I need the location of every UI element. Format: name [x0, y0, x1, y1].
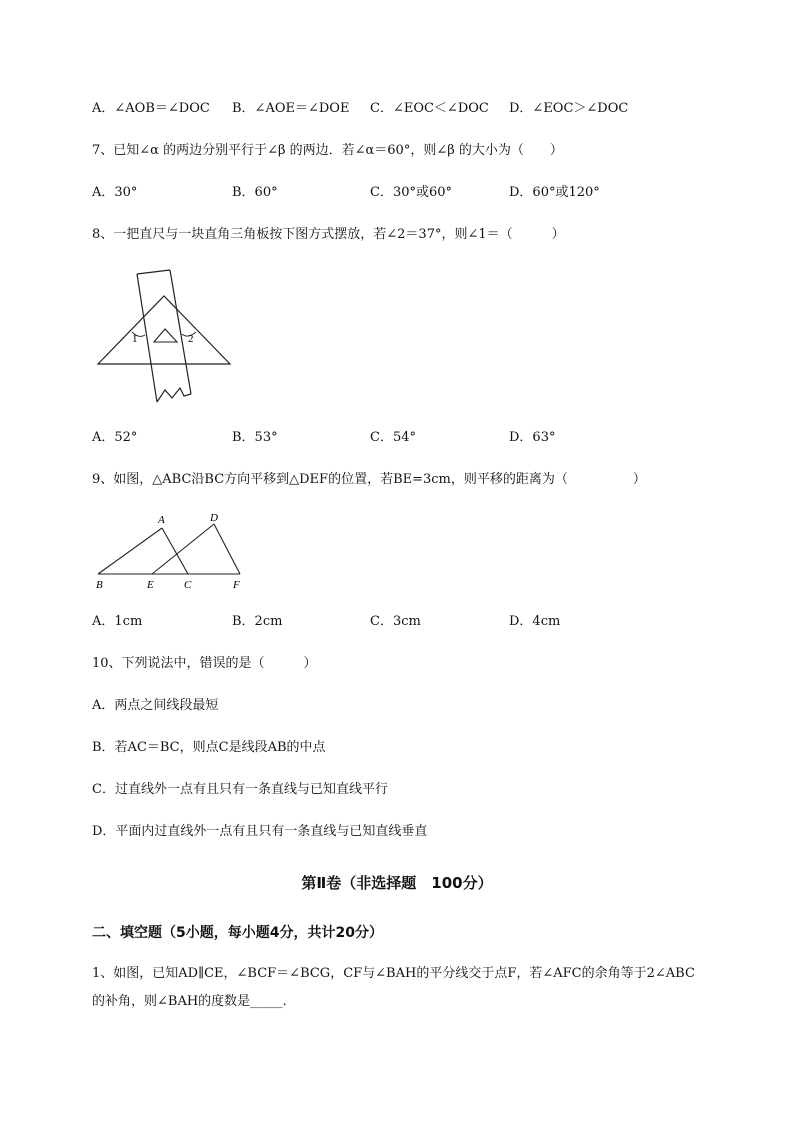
q7-option-a: A．30°: [92, 185, 138, 200]
q10-option-a: A．两点之间线段最短: [92, 698, 219, 713]
q6-option-c: C．∠EOC＜∠DOC: [370, 101, 489, 116]
q10-option-d: D．平面内过直线外一点有且只有一条直线与已知直线垂直: [92, 824, 428, 839]
q9-label-f: F: [233, 579, 240, 591]
q9-label-a: A: [158, 514, 165, 526]
q6-option-b: B．∠AOE＝∠DOE: [232, 101, 350, 116]
q9-stem: 9、如图，△ABC沿BC方向平移到△DEF的位置，若BE=3cm，则平移的距离为（ ）: [92, 472, 646, 487]
q9-side-de: [152, 524, 214, 574]
q10-option-b: B．若AC＝BC，则点C是线段AB的中点: [92, 740, 326, 755]
q8-label-angle1: 1: [132, 333, 138, 345]
q7-option-c: C．30°或60°: [370, 185, 453, 200]
q10-stem: 10、下列说法中，错误的是（ ）: [92, 656, 317, 671]
q9-side-df: [214, 524, 240, 574]
q8-ruler-top-edge: [137, 270, 170, 274]
q9-label-d: D: [210, 512, 218, 524]
q8-ruler-left-edge: [137, 274, 157, 402]
q10-option-c: C．过直线外一点有且只有一条直线与已知直线平行: [92, 782, 388, 797]
q6-option-d: D．∠EOC＞∠DOC: [509, 101, 629, 116]
q8-option-b: B．53°: [232, 430, 278, 445]
q7-stem: 7、已知∠α 的两边分别平行于∠β 的两边．若∠α＝60°，则∠β 的大小为（ ）: [92, 143, 563, 158]
fill-q1-line2: 的补角，则∠BAH的度数是_____．: [92, 994, 296, 1009]
q7-option-b: B．60°: [232, 185, 278, 200]
fill-q1-line1: 1、如图，已知AD∥CE，∠BCF＝∠BCG，CF与∠BAH的平分线交于点F，若∠AFC的余角等于2∠ABC: [92, 966, 695, 981]
q9-side-ac: [162, 528, 188, 574]
q8-option-c: C．54°: [370, 430, 416, 445]
q9-label-e: E: [147, 579, 154, 591]
fill-in-section-heading: 二、填空题（5小题，每小题4分，共计20分）: [92, 925, 383, 941]
q9-label-c: C: [184, 579, 192, 591]
q8-label-angle2: 2: [188, 333, 194, 345]
q6-option-a: A．∠AOB＝∠DOC: [92, 101, 210, 116]
q8-set-square-hole: [154, 329, 177, 342]
q8-stem: 8、一把直尺与一块直角三角板按下图方式摆放，若∠2＝37°，则∠1＝（ ）: [92, 227, 565, 242]
q7-option-d: D．60°或120°: [509, 185, 600, 200]
q8-option-d: D．63°: [509, 430, 556, 445]
q9-side-ab: [98, 528, 162, 574]
q8-ruler-right-edge: [170, 270, 191, 394]
q9-option-d: D．4cm: [509, 614, 561, 629]
q9-option-b: B．2cm: [232, 614, 283, 629]
q8-ruler-triangle-figure: [92, 262, 242, 407]
q9-option-a: A．1cm: [92, 614, 143, 629]
q8-ruler-torn-edge: [157, 388, 191, 402]
q9-label-b: B: [96, 579, 103, 591]
q9-option-c: C．3cm: [370, 614, 421, 629]
q9-translation-figure: [92, 508, 252, 593]
q8-option-a: A．52°: [92, 430, 138, 445]
part2-title: 第Ⅱ卷（非选择题 100分）: [301, 874, 493, 892]
